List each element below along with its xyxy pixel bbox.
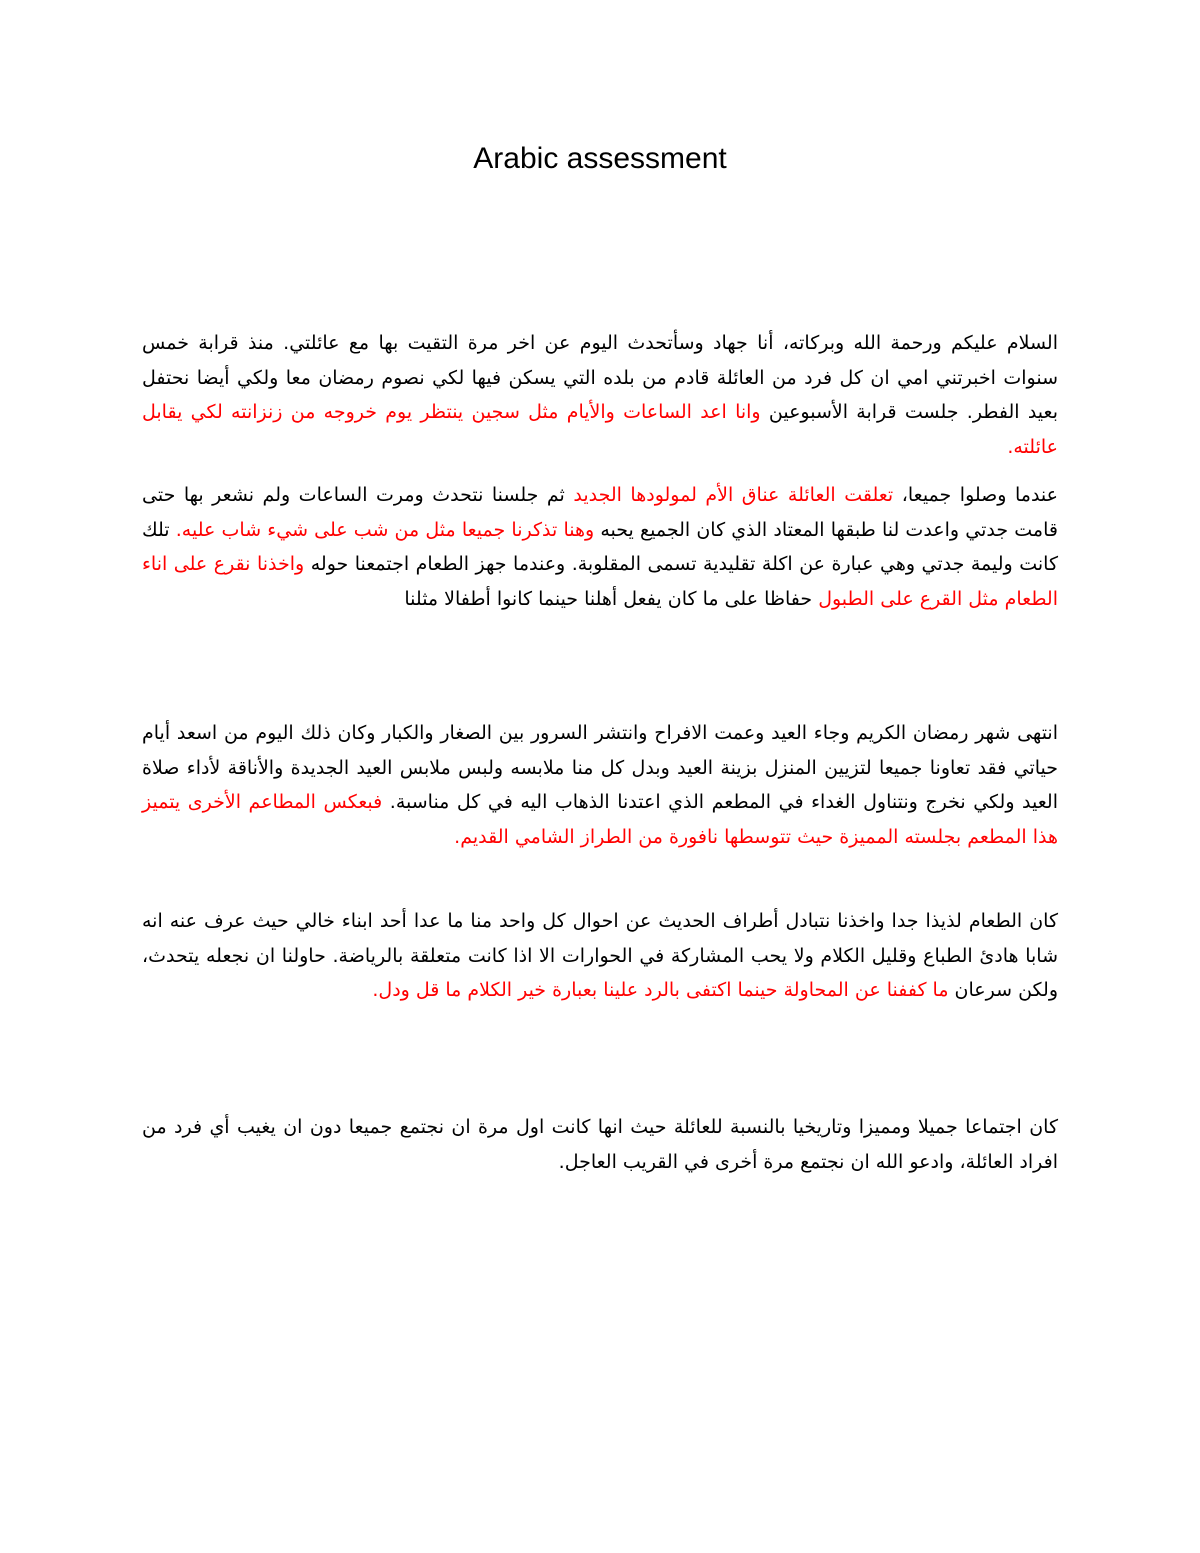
page-title: Arabic assessment [473,142,727,175]
text-segment: تلك كانت وليمة جدتي وهي عبارة عن اكلة تقليدية تسمى المقلوبة. وعندما جهز الطعام اجتمعنا حوله [142,518,1058,575]
highlighted-segment: ما كففنا عن المحاولة حينما اكتفى بالرد علينا بعبارة خير الكلام ما قل ودل. [372,979,949,1001]
text-segment: كان الطعام لذيذا جدا واخذنا نتبادل أطراف الحديث عن احوال كل واحد منا ما عدا أحد ابناء خالي حيث عرف عنه انه شابا هادئ الطباع وقليل الكلام ولا يحب المشاركة في الحوارات الا اذا كانت متعلقة بالرياضة. حاولنا ان نجعله يتحدث، ولكن سرعان [142,910,1058,1001]
paragraph-arrival-wait [142,326,1058,464]
text-segment: ثم جلسنا نتحدث ومرت الساعات ولم نشعر بها حتى قامت جدتي واعدت لنا طبقها المعتاد الذي كان الجميع يحبه [142,484,1058,541]
paragraph-restaurant-talk [142,904,1058,1008]
paragraph-family-gathering [142,478,1058,616]
text-segment: كان اجتماعا جميلا ومميزا وتاريخيا بالنسبة للعائلة حيث انها كانت اول مرة ان نجتمع جميعا دون ان يغيب أي فرد من افراد العائلة، وادعو الله ان نجتمع مرة أخرى في القريب العاجل. [142,1116,1058,1173]
text-segment: السلام عليكم ورحمة الله وبركاته، أنا جهاد وسأتحدث اليوم عن اخر مرة التقيت بها مع عائلتي. منذ قرابة خمس سنوات اخبرتني امي ان كل فرد من العائلة قادم من بلده التي يسكن فيها لكي نصوم رمضان معا ولكي أيضا نحتفل بعيد الفطر. جلست قرابة الأسبوعين [142,332,1058,423]
text-segment: حفاظا على ما كان يفعل أهلنا حينما كانوا أطفالا مثلنا [404,587,819,610]
highlighted-segment: فبعكس المطاعم الأخرى يتميز هذا المطعم بجلسته المميزة حيث تتوسطها نافورة من الطراز الشامي القديم. [142,791,1058,848]
highlighted-segment: تعلقت العائلة عناق الأم لمولودها الجديد [573,484,894,506]
paragraph-conclusion [142,1110,1058,1179]
highlighted-segment: واخذنا نقرع على اناء الطعام مثل القرع على الطبول [142,553,1058,610]
paragraph-eid [142,716,1058,854]
highlighted-segment: وهنا تذكرنا جميعا مثل من شب على شيء شاب عليه. [175,518,595,541]
text-segment: انتهى شهر رمضان الكريم وجاء العيد وعمت الافراح وانتشر السرور بين الصغار والكبار وكان ذلك اليوم من اسعد أيام حياتي فقد تعاونا جميعا لتزيين المنزل بزينة العيد وبدل كل منا ملابسه ولبس ملابس العيد الجديدة والأناقة لأداء صلاة العيد ولكي نخرج ونتناول الغداء في المطعم الذي اعتدنا الذهاب اليه في كل مناسبة. [142,722,1058,813]
highlighted-segment: وانا اعد الساعات والأيام مثل سجين ينتظر يوم خروجه من زنزانته لكي يقابل عائلته. [142,401,1058,458]
text-segment: عندما وصلوا جميعا، [893,484,1058,506]
